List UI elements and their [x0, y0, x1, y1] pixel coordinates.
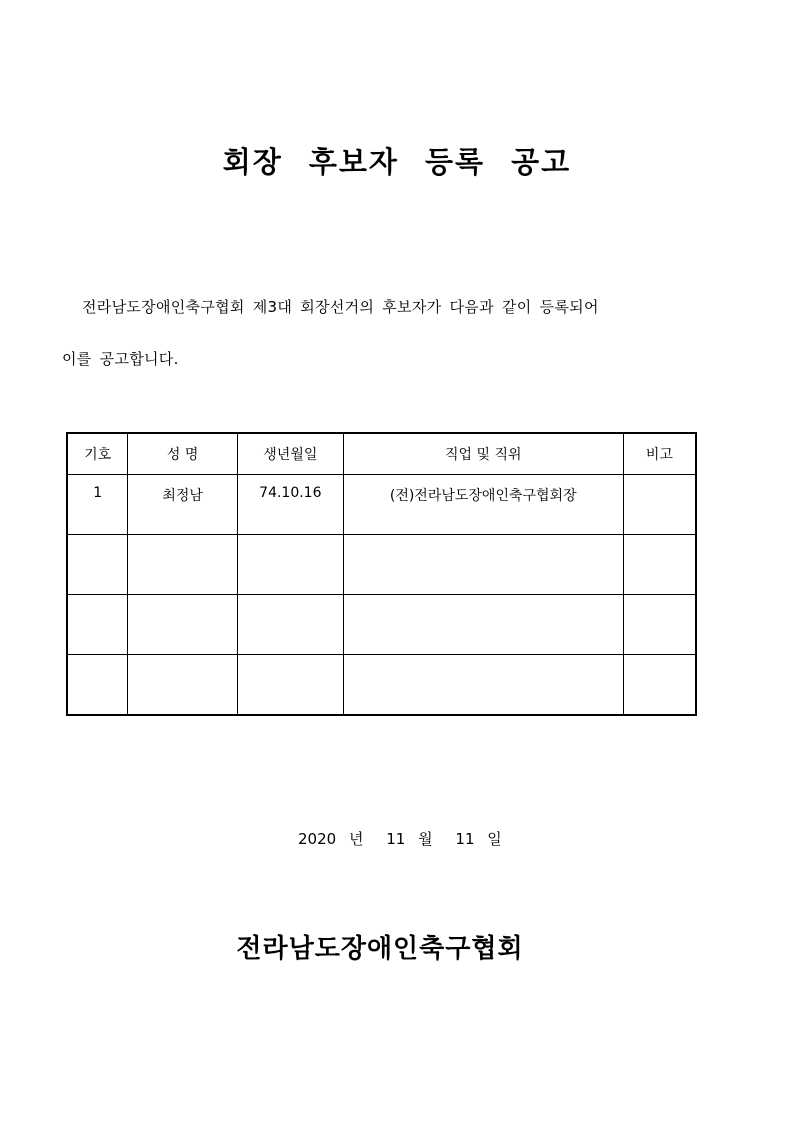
- cell-birthdate: [237, 535, 343, 595]
- candidate-table: [66, 432, 697, 716]
- cell-name: 최정남: [128, 475, 238, 535]
- cell-remarks: [623, 475, 696, 535]
- cell-birthdate: [237, 655, 343, 715]
- date-year-unit: 년: [348, 830, 364, 848]
- cell-birthdate: 74.10.16: [237, 475, 343, 535]
- table-row: [67, 475, 696, 535]
- cell-occupation: [343, 535, 623, 595]
- cell-occupation: (전)전라남도장애인축구협회장: [343, 475, 623, 535]
- date-day: 11: [455, 830, 475, 848]
- cell-occupation: [343, 595, 623, 655]
- header-number: 기호: [67, 433, 128, 475]
- cell-name: [128, 535, 238, 595]
- notice-body-line-1: 전라남도장애인축구협회 제3대 회장선거의 후보자가 다음과 같이 등록되어: [82, 298, 599, 316]
- cell-number: [67, 535, 128, 595]
- cell-number: [67, 595, 128, 655]
- notice-date: [298, 828, 502, 849]
- header-name: 성 명: [128, 433, 238, 475]
- date-month-unit: 월: [418, 830, 433, 848]
- notice-body-line-2: 이를 공고합니다.: [62, 350, 179, 368]
- cell-remarks: [623, 595, 696, 655]
- cell-remarks: [623, 535, 696, 595]
- table-row: [67, 655, 696, 715]
- cell-number: 1: [67, 475, 128, 535]
- header-occupation: 직업 및 직위: [343, 433, 623, 475]
- date-day-unit: 일: [487, 830, 502, 848]
- table-row: [67, 535, 696, 595]
- cell-occupation: [343, 655, 623, 715]
- cell-name: [128, 595, 238, 655]
- date-year: 2020: [298, 830, 337, 848]
- header-remarks: 비고: [623, 433, 696, 475]
- header-birthdate: 생년월일: [237, 433, 343, 475]
- cell-name: [128, 655, 238, 715]
- document-title: 회장 후보자 등록 공고: [222, 145, 572, 179]
- organization-signature: 전라남도장애인축구협회: [236, 934, 524, 964]
- date-month: 11: [386, 830, 406, 848]
- table-row: [67, 595, 696, 655]
- cell-birthdate: [237, 595, 343, 655]
- cell-number: [67, 655, 128, 715]
- table-header-row: [67, 433, 696, 475]
- cell-remarks: [623, 655, 696, 715]
